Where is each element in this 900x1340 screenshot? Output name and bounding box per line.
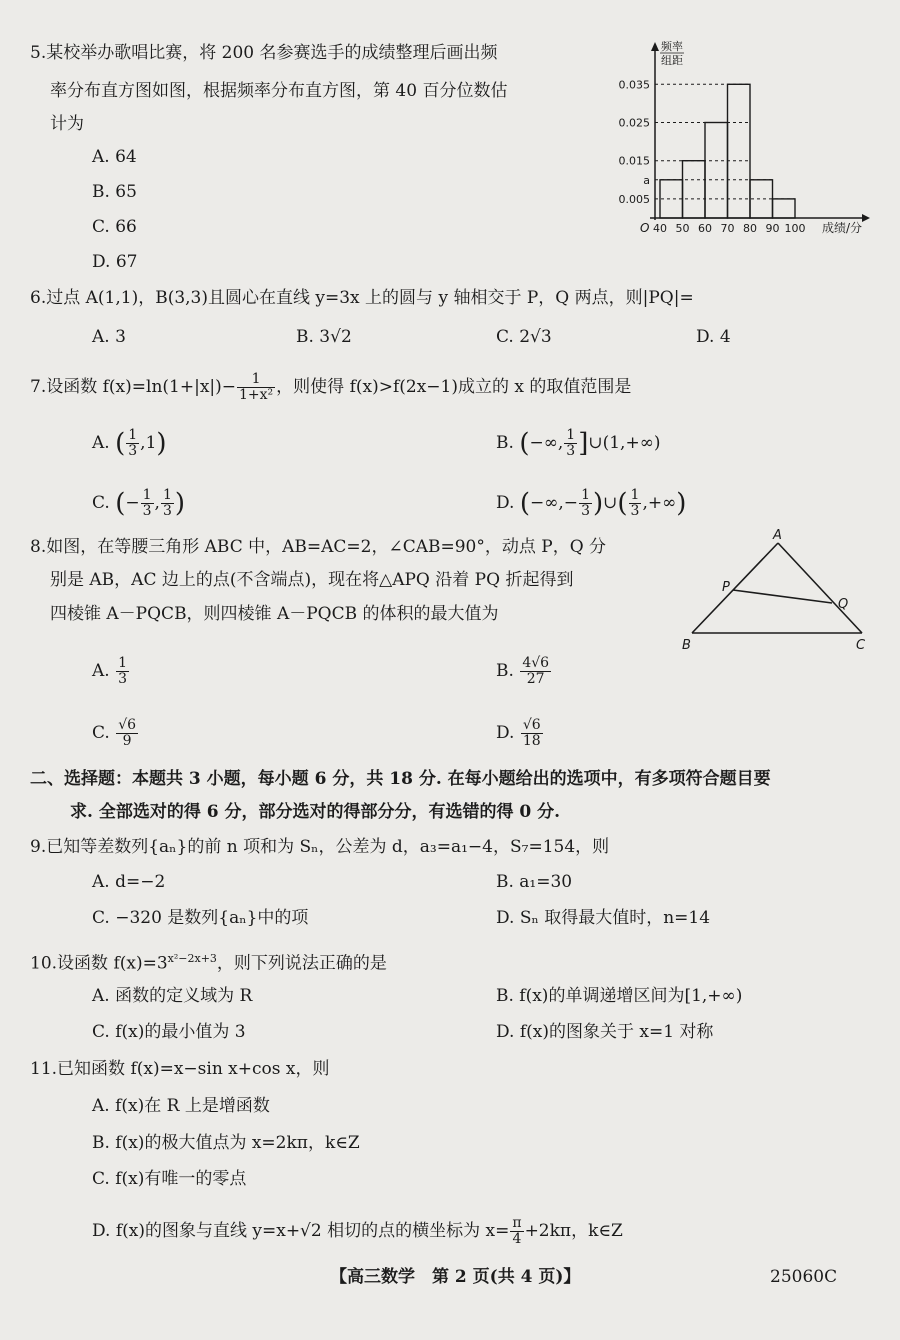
label-b: B — [682, 638, 691, 653]
q9-option-d: D. Sₙ 取得最大值时，n=14 — [496, 908, 711, 928]
y-tick-label: 0.035 — [618, 78, 650, 92]
q7-option-c: C. (− $\frac{1}{3}$ , $\frac{1}{3}$ ) — [92, 487, 186, 519]
q7-stem-post: ，则使得 f(x)>f(2x−1)成立的 x 的取值范围是 — [276, 377, 632, 397]
q10-option-c: C. f(x)的最小值为 3 — [92, 1022, 246, 1042]
q5-line3: 计为 — [50, 114, 84, 134]
footer-page-info: 【高三数学 第 2 页(共 4 页)】 — [330, 1267, 581, 1287]
q6-option-b: B. 3√2 — [296, 327, 352, 347]
x-tick-label: 70 — [720, 222, 735, 235]
q8-option-a: A. $\frac{1}{3}$ — [92, 655, 128, 687]
q7-stem-pre: 7.设函数 f(x)=ln(1+|x|)− — [30, 377, 237, 397]
histogram-bar — [683, 161, 706, 218]
histogram-bar — [728, 84, 751, 218]
q7-stem-fraction: $\frac{1}{\text{1+x²}}$ — [239, 371, 274, 403]
q7-option-b: B. (−∞, $\frac{1}{3}$ ]∪(1,+∞) — [496, 427, 661, 459]
q9-option-b: B. a₁=30 — [496, 872, 573, 892]
q8-option-b: B. $\frac{4√6}{27}$ — [496, 655, 550, 687]
x-tick-label: 90 — [765, 222, 780, 235]
q10-option-d: D. f(x)的图象关于 x=1 对称 — [496, 1022, 714, 1042]
q5-option-d: D. 67 — [92, 252, 138, 272]
q7-option-d: D. (−∞,− $\frac{1}{3}$ )∪( $\frac{1}{3}$ ,+∞) — [496, 487, 687, 519]
q6-option-a: A. 3 — [92, 327, 126, 347]
q5-option-b: B. 65 — [92, 182, 137, 202]
histogram-bar — [705, 123, 728, 219]
label-c: C — [856, 638, 866, 653]
q8-line3: 四棱锥 A－PQCB，则四棱锥 A－PQCB 的体积的最大值为 — [50, 604, 499, 624]
q11-option-a: A. f(x)在 R 上是增函数 — [92, 1096, 270, 1116]
y-tick-label: 0.005 — [618, 192, 650, 206]
q10-stem: 10.设函数 $f(x)=3^{x^2-2x+3}$，则下列说法正确的是 — [30, 952, 387, 974]
q11-stem: 11.已知函数 f(x)=x−sin x+cos x，则 — [30, 1059, 330, 1079]
footer-code: 25060C — [770, 1267, 838, 1287]
y-axis-label-top: 频率 — [661, 40, 683, 53]
q10-option-b: B. f(x)的单调递增区间为[1,+∞) — [496, 986, 743, 1006]
q5-option-a: A. 64 — [92, 147, 137, 167]
q6-option-c: C. 2√3 — [496, 327, 552, 347]
triangle-figure — [670, 525, 880, 655]
section2-line1: 二、选择题：本题共 3 小题，每小题 6 分，共 18 分. 在每小题给出的选项中，有多项符合题目要 — [30, 769, 771, 789]
x-tick-label: 100 — [784, 222, 806, 235]
q5-line2: 率分布直方图如图，根据频率分布直方图，第 40 百分位数估 — [50, 81, 508, 101]
q8-option-d: D. $\frac{√6}{18}$ — [496, 717, 541, 749]
label-q: Q — [838, 597, 849, 612]
frequency-histogram — [600, 38, 880, 238]
x-tick-label: 40 — [653, 222, 667, 235]
x-axis-arrow — [862, 214, 870, 222]
x-tick-label: 80 — [743, 222, 757, 235]
q9-option-a: A. d=−2 — [92, 872, 166, 892]
x-tick-label: 50 — [675, 222, 690, 235]
q11-option-d: D. f(x)的图象与直线 y=x+√2 相切的点的横坐标为 x= $\frac{\pi}{4}$ +2kπ，k∈Z — [92, 1215, 623, 1247]
q5-line1: 5.某校举办歌唱比赛，将 200 名参赛选手的成绩整理后画出频 — [30, 43, 498, 63]
histogram-bar — [773, 199, 796, 218]
q10-option-a: A. 函数的定义域为 R — [92, 986, 253, 1006]
q6-stem: 6.过点 A(1,1)，B(3,3)且圆心在直线 y=3x 上的圆与 y 轴相交于 P，Q 两点，则|PQ|= — [30, 288, 694, 308]
q8-line1: 8.如图，在等腰三角形 ABC 中，AB=AC=2，∠CAB=90°，动点 P，Q 分 — [30, 537, 607, 557]
y-tick-label: 0.015 — [618, 154, 650, 168]
q11-option-b: B. f(x)的极大值点为 x=2kπ，k∈Z — [92, 1133, 360, 1153]
origin-label: O — [640, 221, 650, 235]
q7-option-a: A. ( $\frac{1}{3}$ ,1) — [92, 427, 167, 459]
x-tick-label: 60 — [698, 222, 712, 235]
y-axis-label-bottom: 组距 — [661, 54, 683, 67]
x-axis-label: 成绩/分 — [822, 221, 863, 235]
q7-stem — [30, 372, 631, 403]
label-a: A — [773, 528, 782, 543]
q11-option-c: C. f(x)有唯一的零点 — [92, 1169, 247, 1189]
q6-option-d: D. 4 — [696, 327, 731, 347]
q8-line2: 别是 AB，AC 边上的点(不含端点)，现在将△APQ 沿着 PQ 折起得到 — [50, 570, 574, 590]
q10-exponent: x²−2x+3 — [167, 952, 217, 965]
y-tick-label: a — [643, 173, 650, 187]
q9-stem: 9.已知等差数列{aₙ}的前 n 项和为 Sₙ，公差为 d，a₃=a₁−4，S₇=154，则 — [30, 837, 610, 857]
section2-line2: 求. 全部选对的得 6 分，部分选对的得部分分，有选错的得 0 分. — [70, 802, 561, 822]
y-tick-label: 0.025 — [618, 116, 650, 130]
q9-option-c: C. −320 是数列{aₙ}中的项 — [92, 908, 309, 928]
label-p: P — [722, 580, 730, 595]
y-axis-arrow — [651, 42, 659, 51]
q5-option-c: C. 66 — [92, 217, 137, 237]
q8-option-c: C. $\frac{√6}{9}$ — [92, 717, 137, 749]
